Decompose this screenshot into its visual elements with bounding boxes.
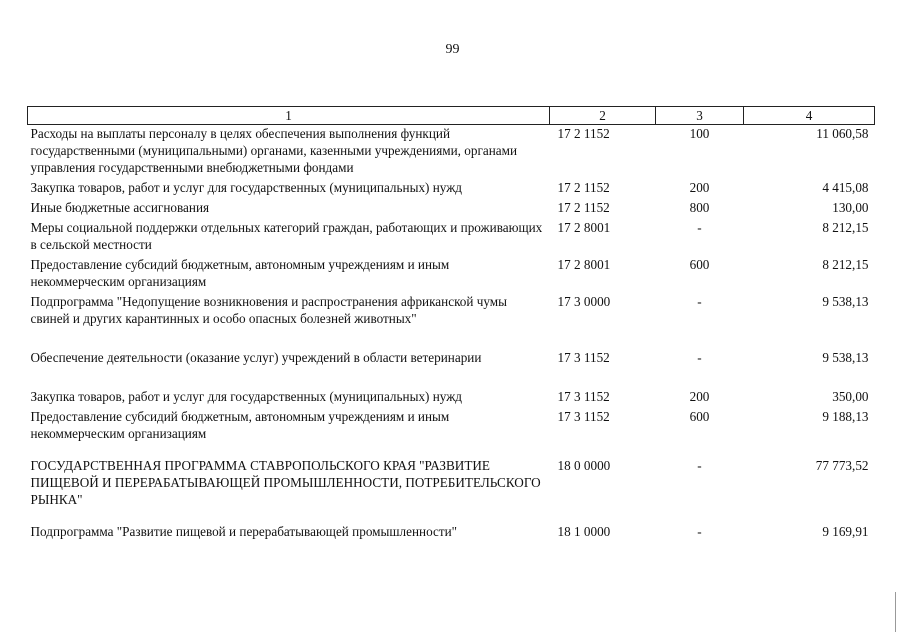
column-header-4: 4 [744, 107, 875, 125]
row-name: Меры социальной поддержки отдельных категорий граждан, работающих и проживающих в сельской местности [30, 220, 543, 252]
row-amount: 77 773,52 [815, 458, 869, 473]
row-amount: 4 415,08 [822, 180, 869, 195]
row-code: 17 2 1152 [557, 180, 610, 195]
row-name: Подпрограмма "Недопущение возникновения и распространения африканской чумы свиней и других карантинных и особо опасных болезней животных" [30, 294, 508, 326]
table-row [28, 256, 875, 293]
table-row [28, 219, 875, 256]
row-code: 17 3 1152 [557, 409, 610, 424]
table-row [28, 125, 875, 180]
row-code: 17 2 8001 [557, 220, 611, 235]
row-amount: 9 538,13 [822, 350, 869, 365]
row-code: 18 0 0000 [557, 458, 611, 473]
row-name: Обеспечение деятельности (оказание услуг) учреждений в области ветеринарии [30, 350, 482, 365]
table-header-row [28, 107, 875, 125]
row-type: - [697, 294, 702, 309]
row-code: 17 3 1152 [557, 350, 610, 365]
budget-table [27, 106, 875, 543]
row-type: 200 [689, 180, 710, 195]
row-type: 200 [689, 389, 710, 404]
row-name: ГОСУДАРСТВЕННАЯ ПРОГРАММА СТАВРОПОЛЬСКОГО КРАЯ "РАЗВИТИЕ ПИЩЕВОЙ И ПЕРЕРАБАТЫВАЮЩЕЙ ПРОМЫШЛЕННОСТИ, ПОТРЕБИТЕЛЬСКОГО РЫНКА" [30, 458, 541, 507]
row-amount: 350,00 [832, 389, 869, 404]
row-type: 600 [689, 409, 710, 424]
row-name: Подпрограмма "Развитие пищевой и перерабатывающей промышленности" [30, 524, 458, 539]
row-amount: 9 538,13 [822, 294, 869, 309]
table-row [28, 199, 875, 219]
row-code: 17 2 1152 [557, 200, 610, 215]
row-code: 17 3 0000 [557, 294, 611, 309]
table-row [28, 388, 875, 408]
row-code: 17 3 1152 [557, 389, 610, 404]
scan-edge-mark [895, 592, 896, 632]
table-row [28, 408, 875, 457]
row-amount: 8 212,15 [822, 257, 869, 272]
row-name: Предоставление субсидий бюджетным, автономным учреждениям и иным некоммерческим организациям [30, 409, 450, 441]
row-code: 17 2 1152 [557, 126, 610, 141]
row-code: 17 2 8001 [557, 257, 611, 272]
row-name: Иные бюджетные ассигнования [30, 200, 210, 215]
table-row [28, 457, 875, 523]
row-type: - [697, 458, 702, 473]
page-number: 99 [445, 42, 460, 57]
row-amount: 8 212,15 [822, 220, 869, 235]
row-amount: 9 188,13 [822, 409, 869, 424]
row-type: 100 [689, 126, 710, 141]
column-header-1: 1 [28, 107, 550, 125]
row-amount: 130,00 [832, 200, 869, 215]
row-name: Закупка товаров, работ и услуг для государственных (муниципальных) нужд [30, 389, 463, 404]
table-row [28, 523, 875, 543]
column-header-2: 2 [550, 107, 656, 125]
row-name: Предоставление субсидий бюджетным, автономным учреждениям и иным некоммерческим организациям [30, 257, 450, 289]
row-type: 800 [689, 200, 710, 215]
row-code: 18 1 0000 [557, 524, 611, 539]
row-type: 600 [689, 257, 710, 272]
row-amount: 9 169,91 [822, 524, 869, 539]
row-name: Закупка товаров, работ и услуг для государственных (муниципальных) нужд [30, 180, 463, 195]
row-amount: 11 060,58 [816, 126, 869, 141]
row-type: - [697, 220, 702, 235]
table-row [28, 179, 875, 199]
row-type: - [697, 350, 702, 365]
row-type: - [697, 524, 702, 539]
table-row [28, 349, 875, 388]
row-name: Расходы на выплаты персоналу в целях обеспечения выполнения функций государственными (муниципальными) органами, казенными учреждениями, органами управления государственными внебюджетными фондами [30, 126, 518, 175]
table-row [28, 293, 875, 349]
column-header-3: 3 [656, 107, 744, 125]
